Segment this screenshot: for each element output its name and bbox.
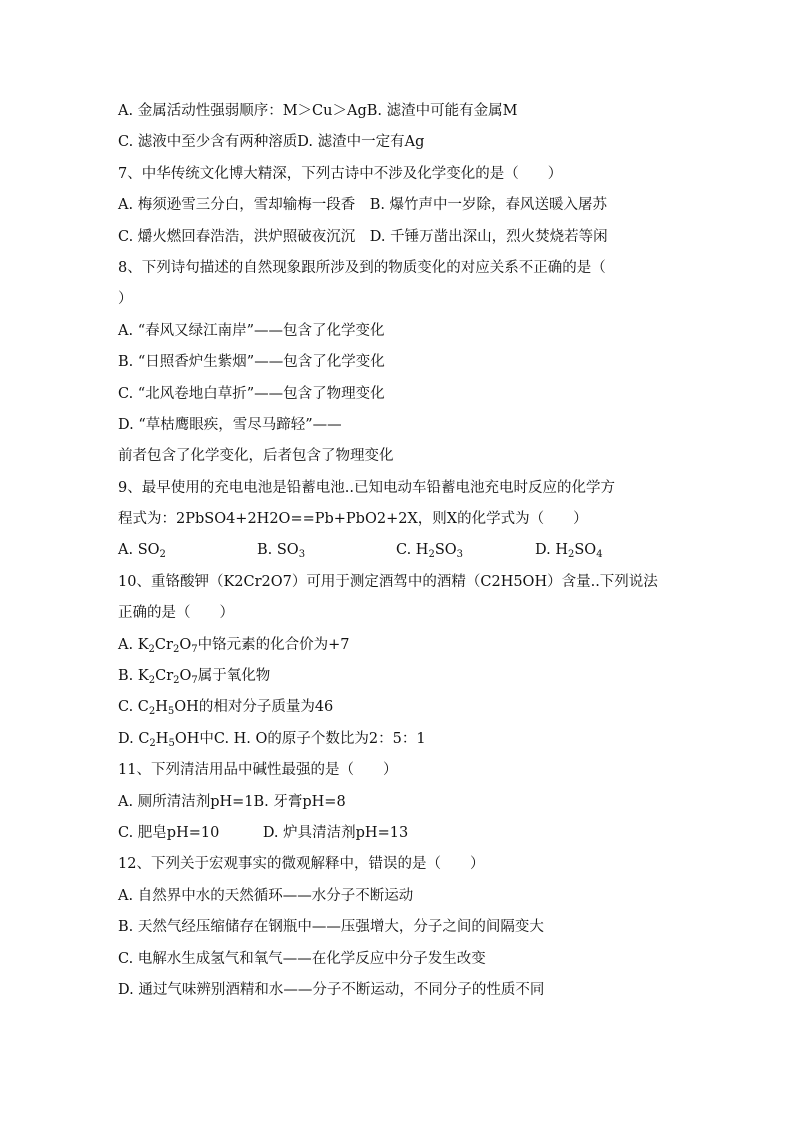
question-10-option-d: D. $C_2H_5OH$中C. H. O的原子个数比为2：5：1: [118, 730, 426, 749]
question-7-options-cd: C. 爝火燃回春浩浩，洪炉照破夜沉沉 D. 千锤万凿出深山，烈火焚烧若等闲: [118, 228, 608, 245]
question-12-option-b: B. 天然气经压缩储存在钢瓶中——压强增大，分子之间的间隔变大: [118, 919, 544, 936]
question-11-options-ab: A. 厕所清洁剂pH=1B. 牙膏pH=8: [118, 793, 346, 810]
question-9-option-b: B. $SO_3$: [257, 542, 306, 561]
question-10-option-b: B. $K_2Cr_2O_7$属于氧化物: [118, 668, 271, 687]
question-7-stem: 7、中华传统文化博大精深，下列古诗中不涉及化学变化的是（ ）: [118, 165, 563, 182]
question-8-option-a: A. “春风又绿江南岸”——包含了化学变化: [118, 322, 385, 339]
question-10-option-a: A. $K_2Cr_2O_7$中铬元素的化合价为+7: [118, 636, 350, 655]
question-12-option-c: C. 电解水生成氢气和氧气——在化学反应中分子发生改变: [118, 950, 486, 967]
question-12-option-d: D. 通过气味辨别酒精和水——分子不断运动，不同分子的性质不同: [118, 981, 545, 998]
question-9-option-c: C. $H_2SO_3$: [396, 542, 464, 561]
question-7-options-ab: A. 梅须逊雪三分白，雪却输梅一段香 B. 爆竹声中一岁除，春风送暖入屠苏: [118, 197, 608, 214]
question-12-stem: 12、下列关于宏观事实的微观解释中，错误的是（ ）: [118, 856, 485, 873]
text-line: C. 滤液中至少含有两种溶质D. 滤渣中一定有Ag: [118, 134, 425, 151]
question-10-option-c: C. $C_2H_5OH$的相对分子质量为46: [118, 699, 334, 718]
question-9-options: [118, 535, 678, 566]
exam-page: [118, 96, 678, 1006]
text-line: A. 金属活动性强弱顺序：M＞Cu＞AgB. 滤渣中可能有金属M: [118, 103, 518, 119]
question-8-option-b: B. “日照香炉生紫烟”——包含了化学变化: [118, 354, 385, 371]
question-11-stem: 11、下列清洁用品中碱性最强的是（ ）: [118, 762, 398, 779]
question-8-option-c: C. “北风卷地白草折”——包含了物理变化: [118, 385, 385, 402]
question-8-stem: 8、下列诗句描述的自然现象跟所涉及到的物质变化的对应关系不正确的是（: [118, 259, 606, 276]
question-10-stem: 10、重铬酸钾（K2Cr2O7）可用于测定酒驾中的酒精（C2H5OH）含量..下列说法: [118, 573, 658, 590]
question-9-stem-cont: 程式为：2PbSO4+2H2O==Pb+PbO2+2X，则X的化学式为（ ）: [118, 511, 588, 528]
question-12-option-a: A. 自然界中水的天然循环——水分子不断运动: [118, 887, 414, 904]
question-8-stem-cont: ）: [118, 291, 133, 308]
question-11-options-cd: C. 肥皂pH=10 D. 炉具清洁剂pH=13: [118, 824, 409, 841]
question-10-stem-cont: 正确的是（ ）: [118, 605, 234, 622]
question-9-option-a: A. $SO_2$: [118, 542, 166, 561]
question-9-stem: 9、最早使用的充电电池是铅蓄电池..已知电动车铅蓄电池充电时反应的化学方: [118, 479, 615, 496]
question-9-option-d: D. $H_2SO_4$: [535, 542, 603, 561]
question-8-option-d-cont: 前者包含了化学变化，后者包含了物理变化: [118, 448, 394, 465]
question-8-option-d: D. “草枯鹰眼疾，雪尽马蹄轻”——: [118, 416, 342, 433]
